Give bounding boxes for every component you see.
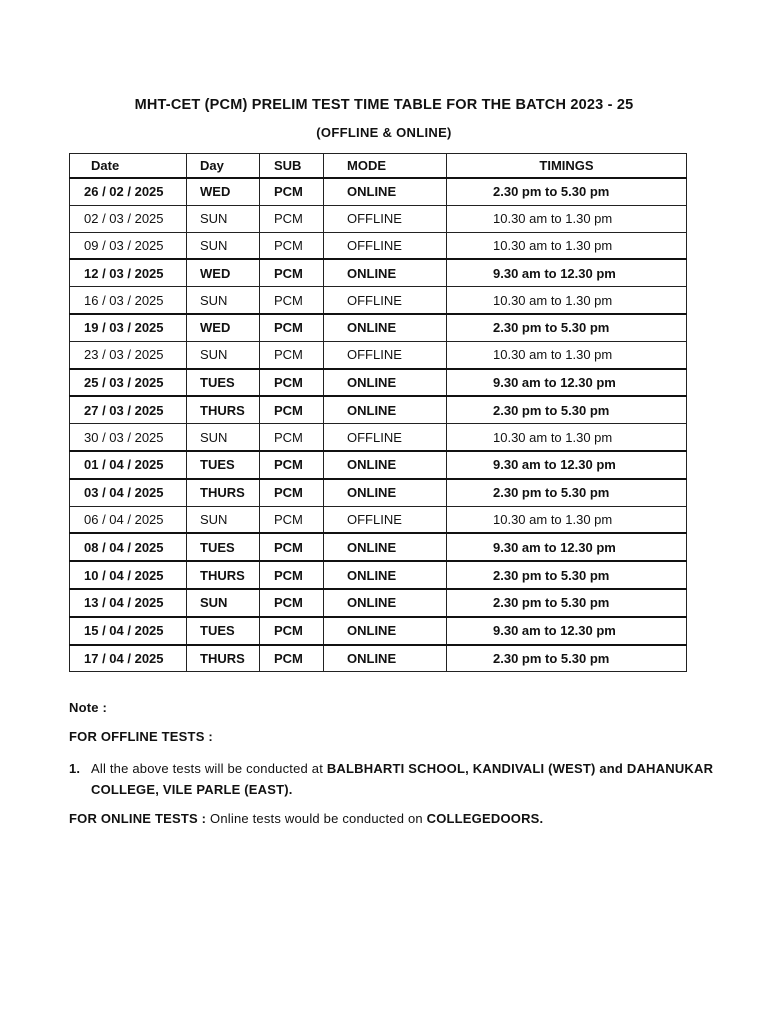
cell-date: 19 / 03 / 2025 — [70, 314, 187, 341]
cell-date: 10 / 04 / 2025 — [70, 561, 187, 589]
schedule-table — [69, 153, 687, 672]
table-row — [70, 259, 687, 286]
cell-date: 27 / 03 / 2025 — [70, 396, 187, 423]
cell-sub: PCM — [260, 479, 324, 506]
cell-sub: PCM — [260, 645, 324, 672]
cell-mode: ONLINE — [324, 645, 447, 672]
cell-mode: ONLINE — [324, 369, 447, 397]
online-note — [69, 811, 719, 827]
cell-mode: ONLINE — [324, 259, 447, 286]
cell-day: SUN — [187, 232, 260, 259]
cell-day: WED — [187, 314, 260, 341]
cell-sub: PCM — [260, 589, 324, 617]
table-row — [70, 645, 687, 672]
header-date: Date — [70, 154, 187, 179]
cell-sub: PCM — [260, 287, 324, 314]
cell-date: 01 / 04 / 2025 — [70, 451, 187, 479]
cell-day: THURS — [187, 645, 260, 672]
table-row — [70, 396, 687, 423]
cell-mode: OFFLINE — [324, 424, 447, 451]
table-row — [70, 424, 687, 451]
cell-timings: 2.30 pm to 5.30 pm — [447, 645, 687, 672]
table-row — [70, 589, 687, 617]
online-note-text: Online tests would be conducted on — [206, 811, 427, 826]
cell-timings: 10.30 am to 1.30 pm — [447, 205, 687, 232]
header-sub: SUB — [260, 154, 324, 179]
cell-day: THURS — [187, 479, 260, 506]
cell-timings: 10.30 am to 1.30 pm — [447, 232, 687, 259]
notes-section — [69, 700, 719, 840]
cell-sub: PCM — [260, 341, 324, 368]
cell-mode: OFFLINE — [324, 232, 447, 259]
cell-sub: PCM — [260, 451, 324, 479]
note-item-text — [91, 758, 719, 800]
cell-timings: 2.30 pm to 5.30 pm — [447, 178, 687, 205]
note-heading-label: Note : — [69, 700, 108, 715]
document-title: MHT-CET (PCM) PRELIM TEST TIME TABLE FOR THE BATCH 2023 - 25 — [134, 97, 634, 113]
cell-date: 16 / 03 / 2025 — [70, 287, 187, 314]
note-item-1 — [69, 758, 719, 800]
header-day: Day — [187, 154, 260, 179]
cell-timings: 9.30 am to 12.30 pm — [447, 369, 687, 397]
online-heading-label: FOR ONLINE TESTS : — [69, 811, 207, 826]
cell-mode: ONLINE — [324, 314, 447, 341]
cell-timings: 9.30 am to 12.30 pm — [447, 617, 687, 645]
cell-date: 13 / 04 / 2025 — [70, 589, 187, 617]
cell-date: 06 / 04 / 2025 — [70, 506, 187, 533]
header-mode: MODE — [324, 154, 447, 179]
cell-timings: 2.30 pm to 5.30 pm — [447, 561, 687, 589]
cell-mode: ONLINE — [324, 396, 447, 423]
cell-mode: OFFLINE — [324, 205, 447, 232]
cell-day: TUES — [187, 451, 260, 479]
cell-day: TUES — [187, 533, 260, 561]
cell-mode: ONLINE — [324, 589, 447, 617]
table-row — [70, 369, 687, 397]
table-row — [70, 617, 687, 645]
document-subtitle: (OFFLINE & ONLINE) — [316, 125, 452, 140]
table-header-row — [70, 154, 687, 179]
cell-day: WED — [187, 178, 260, 205]
note-item-number: 1. — [69, 761, 81, 776]
cell-date: 25 / 03 / 2025 — [70, 369, 187, 397]
cell-mode: ONLINE — [324, 533, 447, 561]
cell-day: WED — [187, 259, 260, 286]
cell-timings: 10.30 am to 1.30 pm — [447, 424, 687, 451]
offline-heading-label: FOR OFFLINE TESTS : — [69, 729, 213, 744]
cell-day: SUN — [187, 287, 260, 314]
cell-day: TUES — [187, 369, 260, 397]
cell-sub: PCM — [260, 178, 324, 205]
cell-timings: 9.30 am to 12.30 pm — [447, 451, 687, 479]
cell-day: SUN — [187, 205, 260, 232]
cell-day: SUN — [187, 424, 260, 451]
cell-sub: PCM — [260, 205, 324, 232]
cell-sub: PCM — [260, 232, 324, 259]
cell-timings: 2.30 pm to 5.30 pm — [447, 396, 687, 423]
cell-sub: PCM — [260, 369, 324, 397]
table-row — [70, 451, 687, 479]
cell-date: 26 / 02 / 2025 — [70, 178, 187, 205]
table-row — [70, 232, 687, 259]
cell-timings: 9.30 am to 12.30 pm — [447, 259, 687, 286]
cell-mode: OFFLINE — [324, 287, 447, 314]
cell-day: SUN — [187, 506, 260, 533]
cell-mode: ONLINE — [324, 451, 447, 479]
cell-day: THURS — [187, 396, 260, 423]
cell-mode: OFFLINE — [324, 341, 447, 368]
cell-timings: 10.30 am to 1.30 pm — [447, 341, 687, 368]
table-row — [70, 561, 687, 589]
cell-date: 09 / 03 / 2025 — [70, 232, 187, 259]
cell-sub: PCM — [260, 533, 324, 561]
cell-date: 12 / 03 / 2025 — [70, 259, 187, 286]
note-heading — [69, 700, 719, 716]
schedule-body — [70, 178, 687, 672]
cell-day: THURS — [187, 561, 260, 589]
cell-mode: ONLINE — [324, 561, 447, 589]
cell-timings: 9.30 am to 12.30 pm — [447, 533, 687, 561]
cell-sub: PCM — [260, 506, 324, 533]
cell-date: 02 / 03 / 2025 — [70, 205, 187, 232]
note-item-plain: All the above tests will be conducted at — [91, 761, 327, 776]
cell-date: 30 / 03 / 2025 — [70, 424, 187, 451]
cell-sub: PCM — [260, 314, 324, 341]
cell-timings: 2.30 pm to 5.30 pm — [447, 589, 687, 617]
cell-mode: ONLINE — [324, 178, 447, 205]
cell-sub: PCM — [260, 259, 324, 286]
table-row — [70, 287, 687, 314]
table-row — [70, 506, 687, 533]
cell-timings: 2.30 pm to 5.30 pm — [447, 479, 687, 506]
cell-timings: 10.30 am to 1.30 pm — [447, 506, 687, 533]
cell-timings: 2.30 pm to 5.30 pm — [447, 314, 687, 341]
cell-day: SUN — [187, 341, 260, 368]
table-row — [70, 341, 687, 368]
table-row — [70, 533, 687, 561]
cell-date: 15 / 04 / 2025 — [70, 617, 187, 645]
cell-sub: PCM — [260, 396, 324, 423]
cell-sub: PCM — [260, 617, 324, 645]
table-row — [70, 479, 687, 506]
cell-day: SUN — [187, 589, 260, 617]
cell-day: TUES — [187, 617, 260, 645]
table-row — [70, 205, 687, 232]
note-item-venues: BALBHARTI SCHOOL, KANDIVALI (WEST) and DAHANUKAR COLLEGE, VILE PARLE (EAST). — [91, 761, 714, 797]
cell-date: 03 / 04 / 2025 — [70, 479, 187, 506]
cell-mode: ONLINE — [324, 617, 447, 645]
cell-date: 08 / 04 / 2025 — [70, 533, 187, 561]
cell-timings: 10.30 am to 1.30 pm — [447, 287, 687, 314]
table-row — [70, 314, 687, 341]
cell-date: 17 / 04 / 2025 — [70, 645, 187, 672]
online-platform: COLLEGEDOORS. — [426, 811, 544, 826]
cell-date: 23 / 03 / 2025 — [70, 341, 187, 368]
offline-heading — [69, 729, 719, 745]
cell-mode: ONLINE — [324, 479, 447, 506]
table-row — [70, 178, 687, 205]
cell-mode: OFFLINE — [324, 506, 447, 533]
cell-sub: PCM — [260, 424, 324, 451]
cell-sub: PCM — [260, 561, 324, 589]
header-timings: TIMINGS — [447, 154, 687, 179]
